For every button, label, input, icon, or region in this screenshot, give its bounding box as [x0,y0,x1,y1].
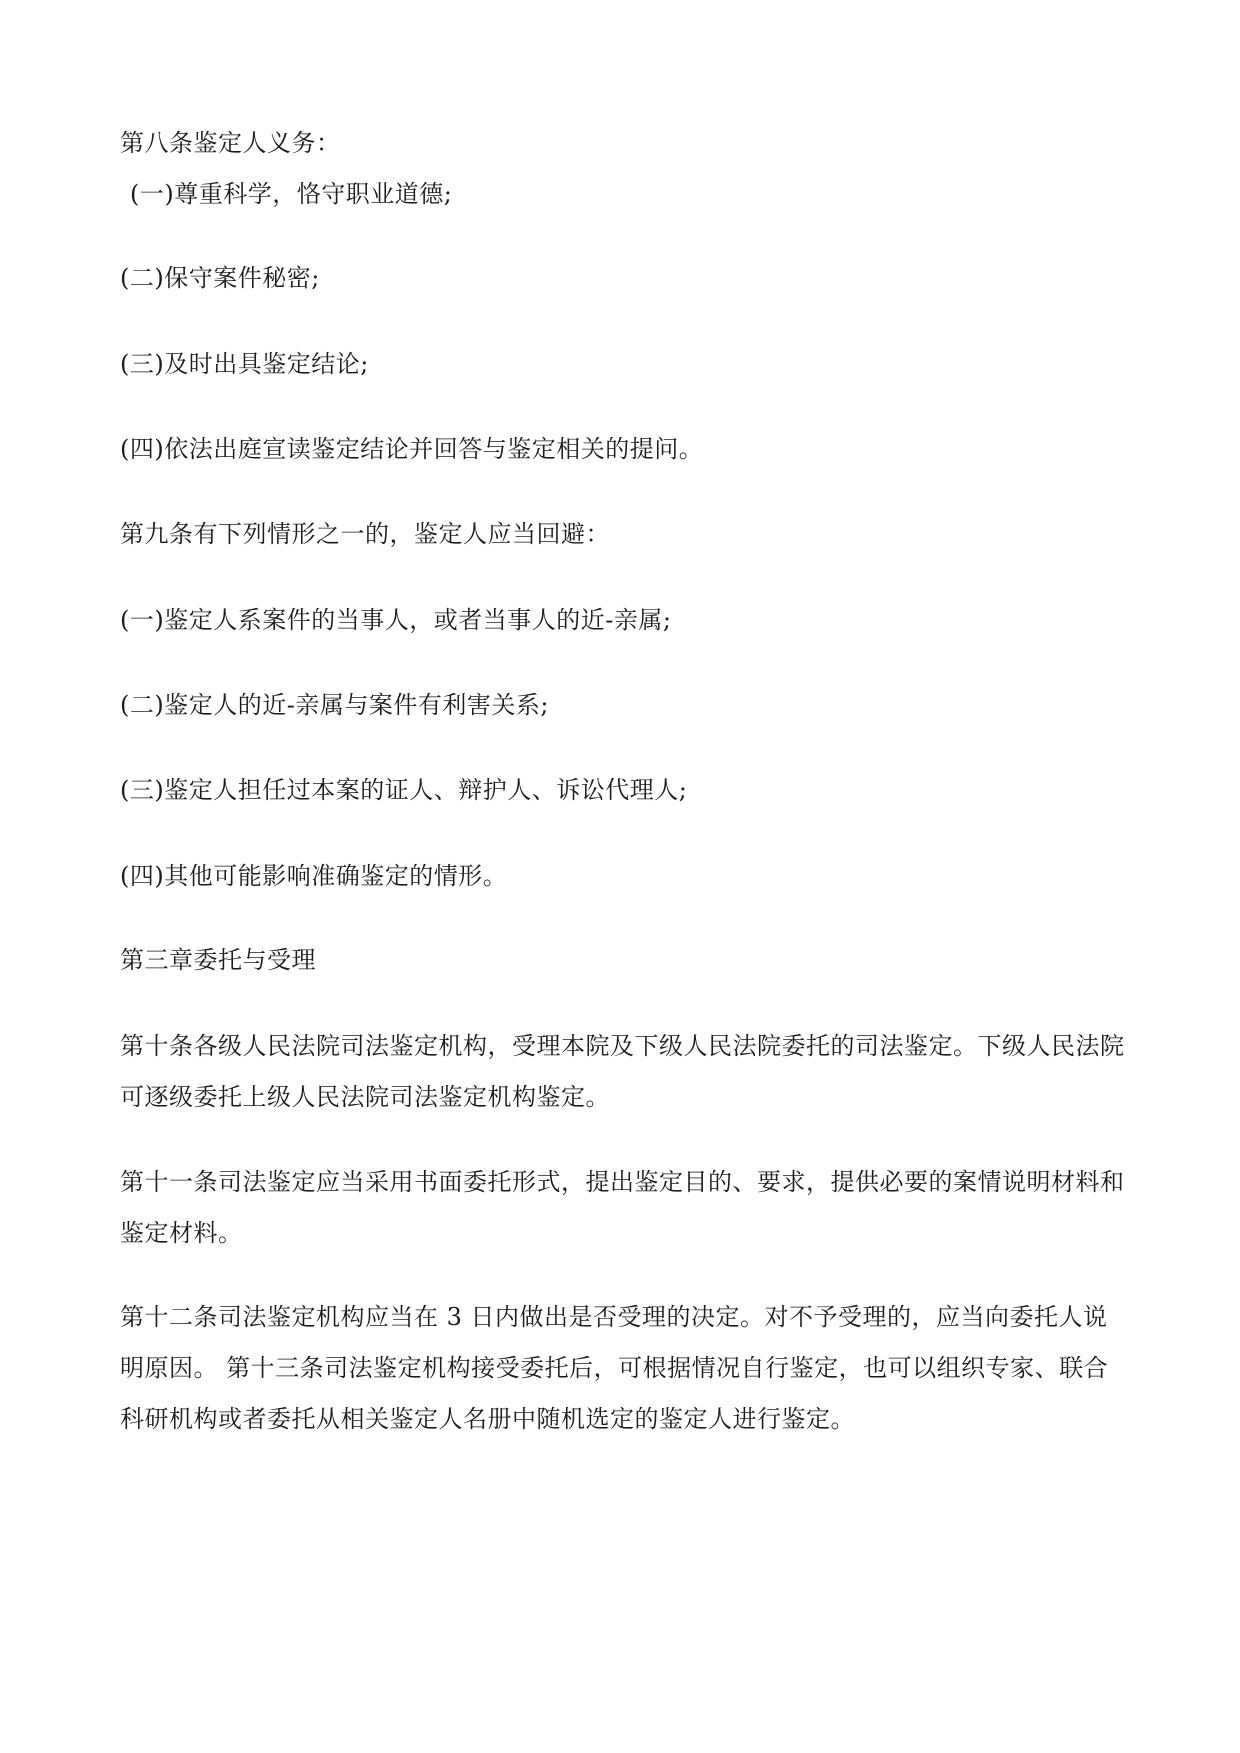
article-9-item-1: (一)鉴定人系案件的当事人，或者当事人的近-亲属; [120,606,672,634]
article-8-item-4: (四)依法出庭宣读鉴定结论并回答与鉴定相关的提问。 [120,435,704,463]
article-8-item-2: (二)保守案件秘密; [120,264,320,292]
article-9-item-4: (四)其他可能影响准确鉴定的情形。 [120,862,508,890]
article-8-item-3: (三)及时出具鉴定结论; [120,350,369,378]
article-9-item-2: (二)鉴定人的近-亲属与案件有利害关系; [120,691,549,719]
article-11: 第十一条司法鉴定应当采用书面委托形式，提出鉴定目的、要求，提供必要的案情说明材料和鉴定材料。 [120,1168,1125,1247]
chapter-3-title: 第三章委托与受理 [120,946,316,974]
article-9-item-3: (三)鉴定人担任过本案的证人、辩护人、诉讼代理人; [120,776,688,804]
article-8-heading: 第八条鉴定人义务： [120,129,341,157]
article-10: 第十条各级人民法院司法鉴定机构，受理本院及下级人民法院委托的司法鉴定。下级人民法院可逐级委托上级人民法院司法鉴定机构鉴定。 [120,1032,1125,1111]
article-12-13: 第十二条司法鉴定机构应当在 3 日内做出是否受理的决定。对不予受理的，应当向委托人说明原因。 第十三条司法鉴定机构接受委托后，可根据情况自行鉴定，也可以组织专家、联合科研机构或者委托从相关鉴定人名册中随机选定的鉴定人进行鉴定。 [120,1303,1109,1433]
article-8-item-1: (一)尊重科学，恪守职业道德; [130,180,453,208]
article-9-heading: 第九条有下列情形之一的，鉴定人应当回避： [120,520,610,548]
